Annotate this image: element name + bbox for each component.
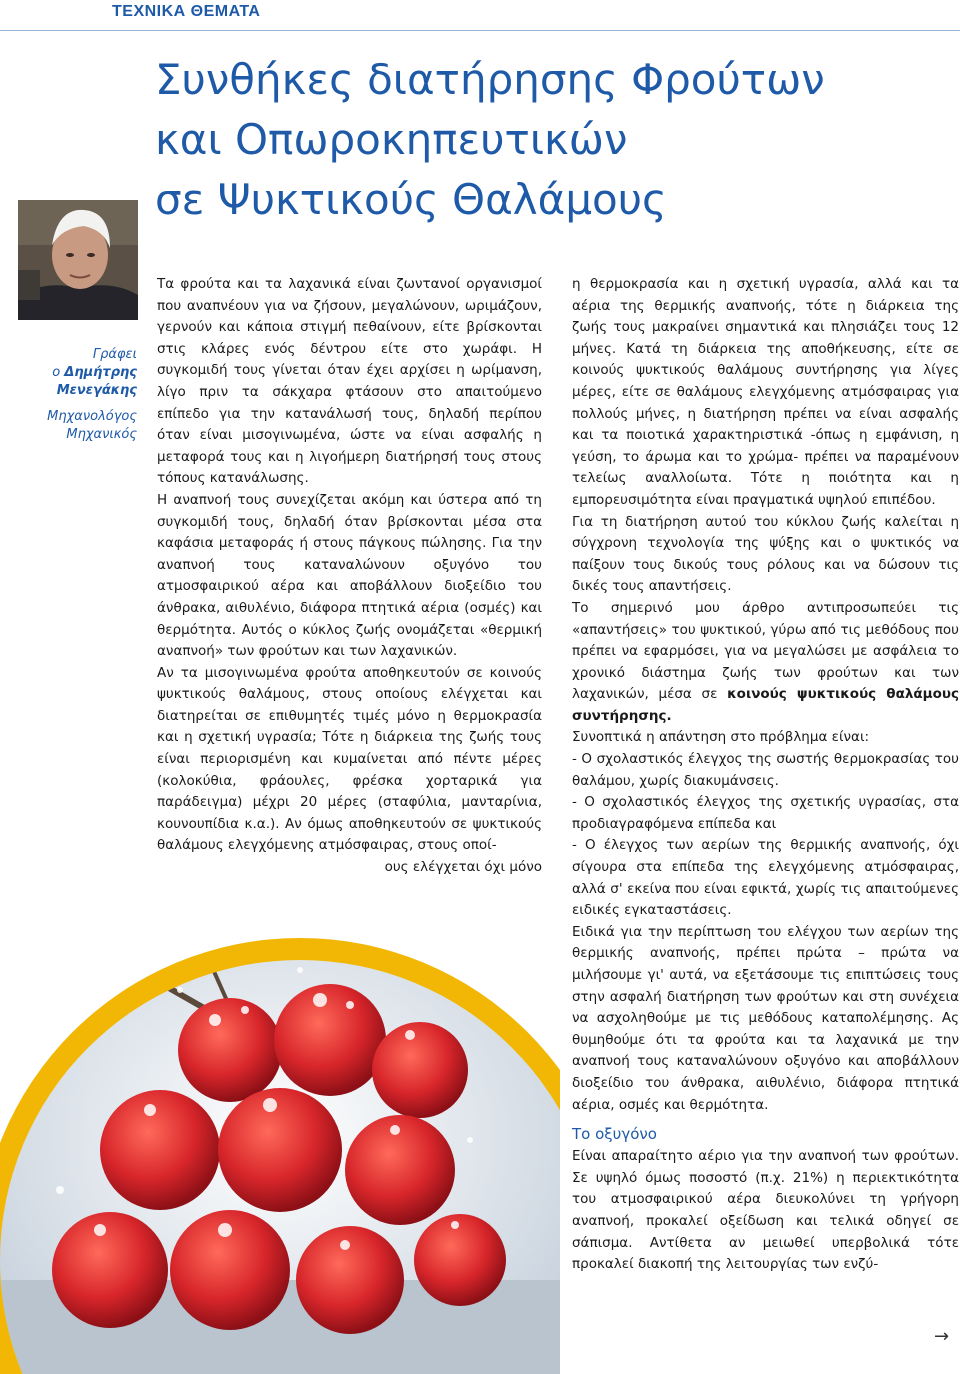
frosted-berries-illustration	[0, 900, 560, 1374]
author-prefix: Γράφει	[92, 347, 137, 362]
paragraph: Αν τα μισογινωμένα φρούτα αποθηκευτούν σε κοινούς ψυκτικούς θαλάμους, στους οποίους ελέγχεται και διατηρείται σε επιθυμητές τιμές μόνο η θερμοκρασία και η σχετική υγρασία; Τότε η διάρκεια της ζωής τους είναι περιορισμένη και κυμαίνεται από πέντε μέρες (κολοκύθια, φράουλες, φρέσκα χορταρικά για παράδειγμα) μέχρι 20 μέρες (σταφύλια, μανταρίνια, κουνουπίδια κ.α.). Αν όμως αποθηκευτούν σε ψυκτικούς θαλάμους ελεγχόμενης ατμόσφαιρας, στους οποί-	[157, 664, 542, 854]
continue-arrow-icon: →	[934, 1326, 950, 1347]
paragraph: Συνοπτικά η απάντηση στο πρόβλημα είναι:	[572, 729, 870, 746]
paragraph-text: Το σημερινό μου άρθρο αντιπροσωπεύει τις «απαντήσεις» του ψυκτικού, γύρω από τις μεθόδους που πρέπει να εφαρμόσει, για να μεγαλώσει με ασφάλεια το χρονικό διάστημα ζωής των φρούτων και των λαχανικών, μέσα σε	[572, 599, 959, 703]
list-item: - Ο σχολαστικός έλεγχος της σωστής θερμοκρασίας του θαλάμου, χωρίς διακυμάνσεις.	[572, 751, 959, 789]
author-role-1: Μηχανολόγος	[47, 409, 137, 424]
paragraph: Η αναπνοή τους συνεχίζεται ακόμη και ύστερα από τη συγκομιδή τους, δηλαδή όταν βρίσκονται μέσα στα καφάσια μεταφοράς ή στους πάγκους πώλησης. Για την αναπνοή τους καταναλώνουν οξυγόνο του ατμοσφαιρικού αέρα και αποβάλλουν διοξείδιο του άνθρακα, αιθυλένιο, διάφορα πτητικά αέρια (οσμές) και θερμότητα. Αυτός ο κύκλος ζωής ονομάζεται «θερμική αναπνοή» των φρούτων και των λαχανικών.	[157, 491, 542, 660]
list-item: - Ο σχολαστικός έλεγχος της σχετικής υγρασίας, στα προδιαγραφόμενα επίπεδα και	[572, 794, 959, 832]
paragraph: η θερμοκρασία και η σχετική υγρασία, αλλά και τα αέρια της θερμικής αναπνοής, τότε η διάρκεια της ζωής τους μακραίνει σημαντικά και πλησιάζει τους 12 μήνες. Κατά τη διάρκεια της αποθήκευσης, είτε σε κοινούς ψυκτικούς θαλάμους συντήρησης για λίγες μέρες, είτε σε θαλάμους ελεγχόμενης ατμόσφαιρας για πολλούς μήνες, η διατήρηση πρέπει να είναι ασφαλής και τα ποιοτικά χαρακτηριστικά -όπως η εμφάνιση, η γεύση, το άρωμα και το χρώμα- πρέπει να παραμένουν τελείως αναλλοίωτα. Τότε η ποιότητα και η εμπορευσιμότητα είναι πραγματικά υψηλού επιπέδου.	[572, 276, 959, 508]
author-article: ο	[52, 365, 65, 380]
paragraph: Τα φρούτα και τα λαχανικά είναι ζωντανοί οργανισμοί που αναπνέουν για να ζήσουν, μεγαλώνουν, ωριμάζουν, γερνούν και κάποια στιγμή πεθαίνουν, είτε βρίσκονται στις κλάρες ενός δέντρου είτε στο χωράφι. Η συγκομιδή τους γίνεται όταν έχει αρχίσει η ωρίμανση, λίγο πριν τα σάκχαρα φτάσουν στο απαιτούμενο επίπεδο για την κατανάλωσή τους, δηλαδή περίπου όταν είναι μισογινωμένα, ώστε να είναι ασφαλής η μεταφορά τους και η λιγοήμερη διατήρησή τους στους τόπους κατανάλωσης.	[157, 276, 542, 487]
text-column-1	[157, 274, 542, 879]
paragraph	[572, 598, 959, 728]
page-title	[155, 50, 945, 230]
author-last-name: Μενεγάκης	[56, 383, 137, 398]
author-first-name: Δημήτρης	[64, 365, 137, 380]
list-item: - Ο έλεγχος των αερίων της θερμικής αναπνοής, όχι σίγουρα στα επίπεδα της ελεγχόμενης ατμόσφαιρας, αλλά σ' εκείνα που είναι εφικτά, χωρίς τις απαιτούμενες ειδικές εγκαταστάσεις.	[572, 837, 959, 919]
title-line-2: και Οπωροκηπευτικών	[155, 115, 628, 164]
paragraph: Για τη διατήρηση αυτού του κύκλου ζωής καλείται η σύγχρονη τεχνολογία της ψύξης και ο ψυκτικός να παίξουν τους δικούς τους ρόλους και να δώσουν τις δικές τους απαντήσεις.	[572, 513, 959, 595]
title-line-1: Συνθήκες διατήρησης Φρούτων	[155, 55, 825, 104]
top-divider	[0, 30, 960, 31]
author-photo	[18, 200, 138, 320]
bold-phrase: κοινούς ψυκτικούς θαλάμους συντήρησης.	[572, 686, 959, 724]
paragraph: Ειδικά για την περίπτωση του ελέγχου των αερίων της θερμικής αναπνοής, πρέπει πρώτα – πρώτα να μιλήσουμε γι' αυτά, να εξετάσουμε τις επιπτώσεις τους στην ασφαλή διατήρηση των φρούτων και στη συνέχεια να ασχοληθούμε με τις μεθόδους καταπολέμησης. Ας θυμηθούμε ότι τα φρούτα και τα λαχανικά με την αναπνοή τους καταναλώνουν οξυγόνο και αποβάλλουν διοξείδιο του άνθρακα, αιθυλένιο, διάφορα πτητικά αέρια, οσμές και θερμότητα.	[572, 923, 959, 1113]
paragraph: Είναι απαραίτητο αέριο για την αναπνοή των φρούτων. Σε υψηλό όμως ποσοστό (π.χ. 21%) η περιεκτικότητα του ατμοσφαιρικού αέρα διευκολύνει τη γρήγορη αναπνοή, προκαλεί οξείδωση και τελικά οδηγεί σε σάπισμα. Αντίθετα αν μειωθεί υπερβολικά τότε προκαλεί διακοπή της λειτουργίας των ενζύ-	[572, 1148, 959, 1273]
title-line-3: σε Ψυκτικούς Θαλάμους	[155, 175, 667, 224]
section-label: ΤΕΧΝΙΚΑ ΘΕΜΑΤΑ	[112, 3, 261, 20]
author-role-2: Μηχανικός	[66, 427, 137, 442]
text-column-2	[572, 274, 959, 1276]
paragraph-tail: ους ελέγχεται όχι μόνο	[384, 859, 542, 876]
subheading-oxygen: Το οξυγόνο	[572, 1125, 657, 1144]
author-byline	[10, 346, 137, 444]
